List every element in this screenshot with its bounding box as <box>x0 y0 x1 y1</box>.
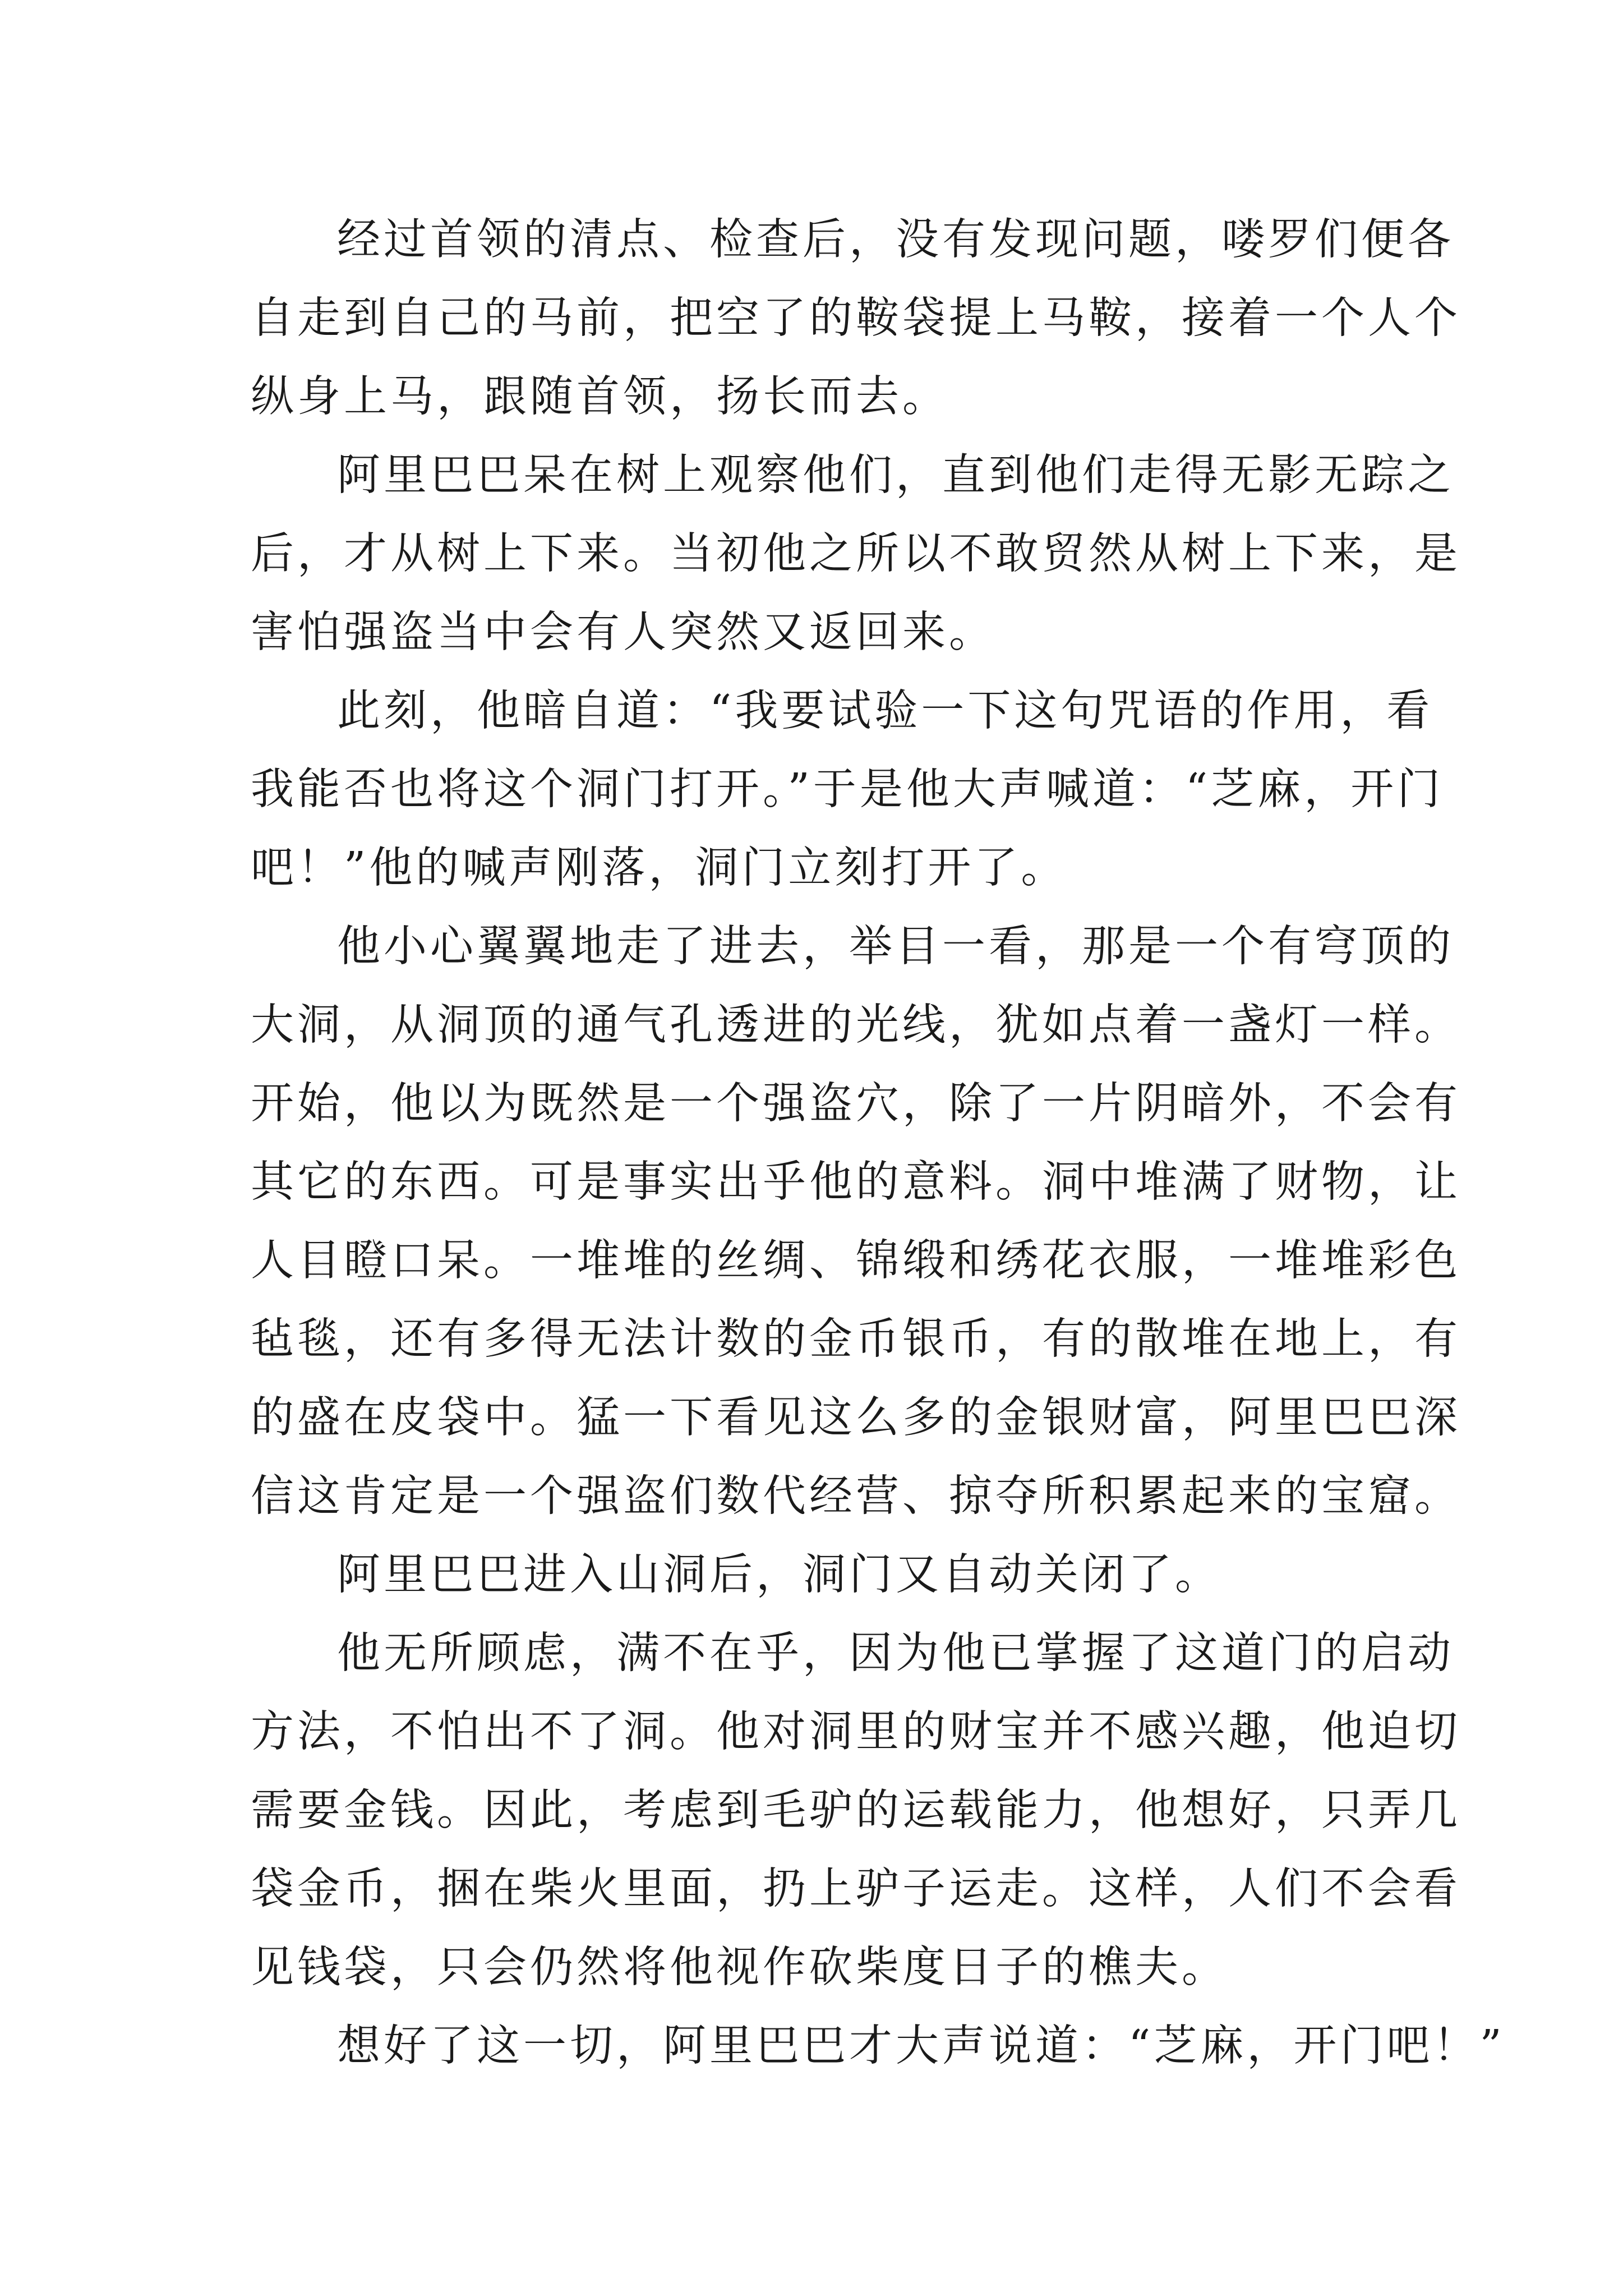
text-line: 见钱袋，只会仍然将他视作砍柴度日子的樵夫。 <box>251 1943 1228 1993</box>
text-line: 经过首领的清点、检查后，没有发现问题，喽罗们便各 <box>337 215 1454 265</box>
text-line: 我能否也将这个洞门打开。”于是他大声喊道：“芝麻，开门 <box>251 765 1444 815</box>
text-line: 毡毯，还有多得无法计数的金币银币，有的散堆在地上，有 <box>251 1314 1461 1364</box>
text-line: 需要金钱。因此，考虑到毛驴的运载能力，他想好，只弄几 <box>251 1786 1461 1835</box>
text-line: 大洞，从洞顶的通气孔透进的光线，犹如点着一盏灯一样。 <box>251 1000 1461 1050</box>
text-line: 方法，不怕出不了洞。他对洞里的财宝并不感兴趣，他迫切 <box>251 1707 1461 1757</box>
text-line: 的盛在皮袋中。猛一下看见这么多的金银财富，阿里巴巴深 <box>251 1393 1461 1443</box>
text-line: 他小心翼翼地走了进去，举目一看，那是一个有穹顶的 <box>337 922 1454 972</box>
text-line: 信这肯定是一个强盗们数代经营、掠夺所积累起来的宝窟。 <box>251 1471 1461 1521</box>
text-line: 阿里巴巴进入山洞后，洞门又自动关闭了。 <box>337 1550 1221 1600</box>
text-line: 纵身上马，跟随首领，扬长而去。 <box>251 372 949 422</box>
text-line: 其它的东西。可是事实出乎他的意料。洞中堆满了财物，让 <box>251 1157 1461 1207</box>
text-line: 人目瞪口呆。一堆堆的丝绸、锦缎和绣花衣服，一堆堆彩色 <box>251 1236 1461 1286</box>
text-line: 他无所顾虑，满不在乎，因为他已掌握了这道门的启动 <box>337 1628 1454 1678</box>
text-line: 吧！”他的喊声刚落，洞门立刻打开了。 <box>251 843 1068 893</box>
text-line: 袋金币，捆在柴火里面，扔上驴子运走。这样，人们不会看 <box>251 1864 1461 1914</box>
text-line: 想好了这一切，阿里巴巴才大声说道：“芝麻，开门吧！” <box>337 2021 1505 2071</box>
body-text <box>251 201 1505 2086</box>
text-line: 开始，他以为既然是一个强盗穴，除了一片阴暗外，不会有 <box>251 1079 1461 1129</box>
text-line: 后，才从树上下来。当初他之所以不敢贸然从树上下来，是 <box>251 529 1461 579</box>
text-line: 害怕强盗当中会有人突然又返回来。 <box>251 608 995 657</box>
text-line: 阿里巴巴呆在树上观察他们，直到他们走得无影无踪之 <box>337 450 1454 500</box>
text-line: 自走到自己的马前，把空了的鞍袋提上马鞍，接着一个人个 <box>251 293 1461 343</box>
text-line: 此刻，他暗自道：“我要试验一下这句咒语的作用，看 <box>337 686 1433 736</box>
